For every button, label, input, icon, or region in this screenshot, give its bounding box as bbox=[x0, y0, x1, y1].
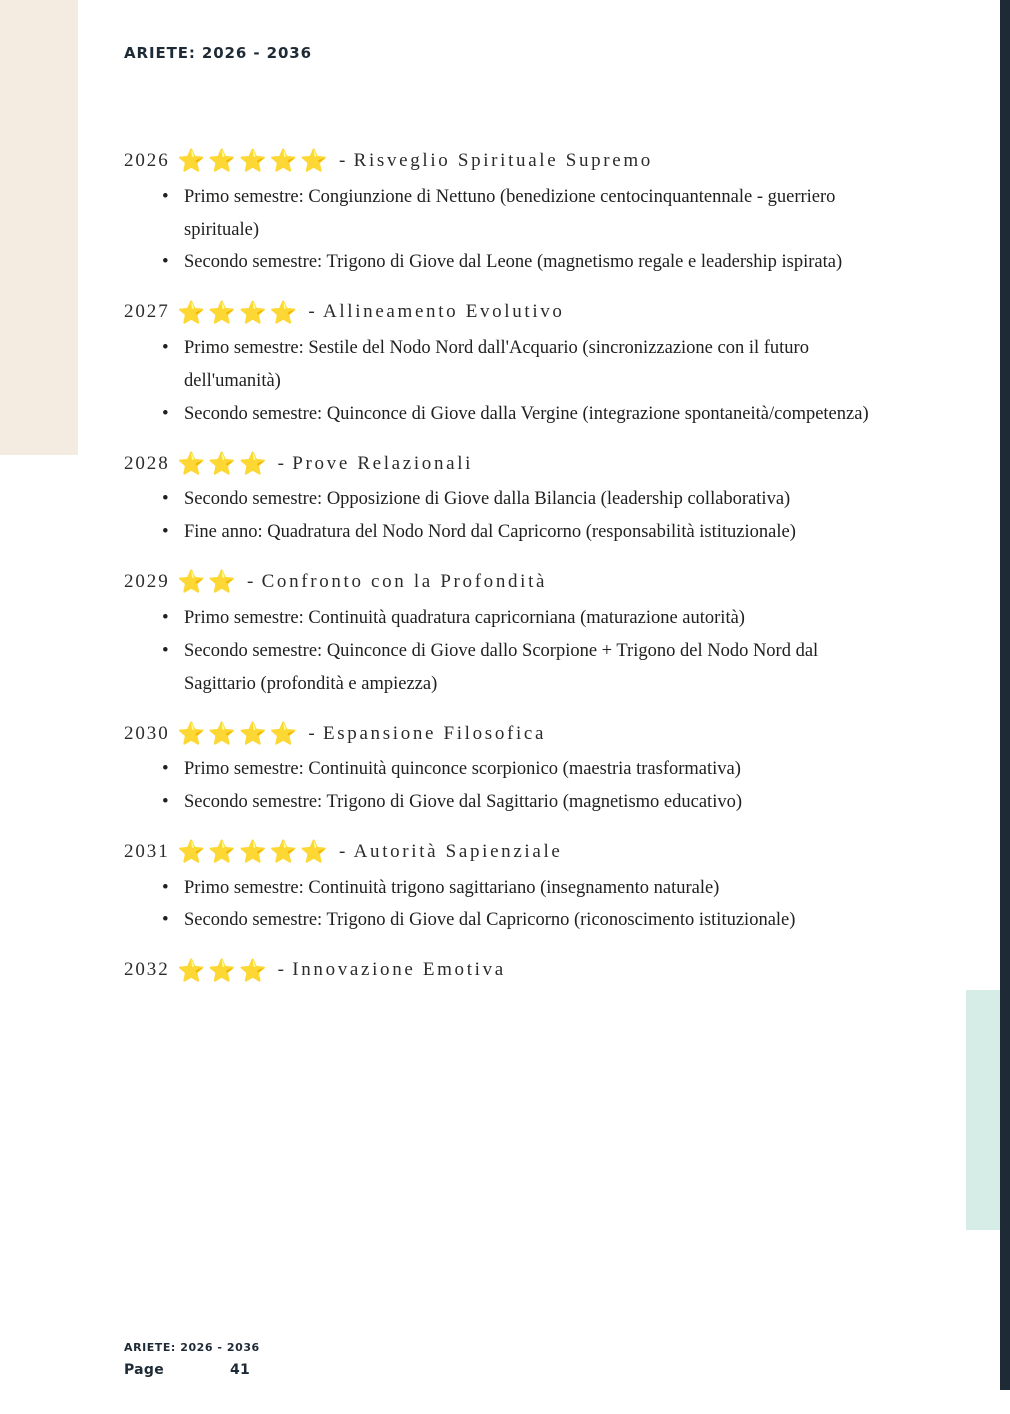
star-icon: ⭐ bbox=[208, 839, 238, 865]
year-heading bbox=[124, 451, 884, 478]
star-icon: ⭐ bbox=[238, 451, 269, 477]
list-item: • Secondo semestre: Quinconce di Giove dallo Scorpione + Trigono del Nodo Nord dal Sagittario (profondità e ampiezza) bbox=[158, 635, 884, 701]
star-icon: ⭐ bbox=[208, 299, 238, 325]
heading-dash: - bbox=[308, 301, 317, 323]
list-item: • Secondo semestre: Quinconce di Giove dalla Vergine (integrazione spontaneità/competenza) bbox=[158, 398, 884, 431]
star-icon: ⭐ bbox=[208, 148, 238, 174]
heading-dash: - bbox=[246, 571, 256, 593]
year-number: 2032 bbox=[124, 959, 170, 981]
footer-running-title: ARIETE: 2026 - 2036 bbox=[124, 1341, 260, 1354]
star-icon: ⭐ bbox=[269, 299, 300, 325]
list-item: • Primo semestre: Continuità quadratura capricorniana (maturazione autorità) bbox=[158, 602, 884, 635]
heading-dash: - bbox=[277, 959, 287, 981]
year-number: 2027 bbox=[124, 301, 170, 323]
list-item: • Fine anno: Quadratura del Nodo Nord dal Capricorno (responsabilità istituzionale) bbox=[158, 516, 884, 549]
year-heading bbox=[124, 569, 884, 596]
year-heading bbox=[124, 839, 884, 866]
year-block bbox=[124, 957, 884, 984]
bullet-list bbox=[124, 181, 884, 280]
star-icon: ⭐ bbox=[269, 720, 300, 746]
list-item: • Primo semestre: Sestile del Nodo Nord dall'Acquario (sincronizzazione con il futuro dell'umanità) bbox=[158, 332, 884, 398]
year-heading bbox=[124, 299, 884, 326]
year-number: 2029 bbox=[124, 571, 170, 593]
bullet-list bbox=[124, 753, 884, 819]
star-icon: ⭐ bbox=[300, 148, 331, 174]
footer-page-number: 41 bbox=[230, 1362, 251, 1378]
year-label: Allineamento Evolutivo bbox=[322, 301, 565, 323]
star-icon: ⭐ bbox=[238, 299, 269, 325]
star-icon: ⭐ bbox=[177, 299, 208, 325]
year-label: Espansione Filosofica bbox=[322, 722, 547, 744]
star-icon: ⭐ bbox=[269, 839, 300, 865]
star-icon: ⭐ bbox=[177, 451, 208, 477]
year-label: Autorità Sapienziale bbox=[353, 840, 563, 862]
year-block bbox=[124, 299, 884, 430]
bullet-list bbox=[124, 872, 884, 938]
page-content bbox=[124, 44, 884, 990]
rating-stars bbox=[177, 299, 301, 325]
list-item: • Primo semestre: Continuità quinconce scorpionico (maestria trasformativa) bbox=[158, 753, 884, 786]
bullet-list bbox=[124, 483, 884, 549]
year-block bbox=[124, 451, 884, 549]
year-heading bbox=[124, 148, 884, 175]
star-icon: ⭐ bbox=[177, 839, 208, 865]
list-item: • Secondo semestre: Opposizione di Giove dalla Bilancia (leadership collaborativa) bbox=[158, 483, 884, 516]
page-footer bbox=[124, 1341, 884, 1378]
year-label: Prove Relazionali bbox=[292, 452, 474, 474]
year-label: Risveglio Spirituale Supremo bbox=[353, 150, 653, 171]
rating-stars bbox=[178, 150, 331, 172]
bullet-list bbox=[124, 332, 884, 431]
year-number: 2030 bbox=[124, 722, 170, 744]
star-icon: ⭐ bbox=[238, 148, 269, 174]
star-icon: ⭐ bbox=[208, 957, 238, 983]
year-heading bbox=[124, 957, 884, 984]
rating-stars bbox=[177, 720, 301, 746]
list-item: • Primo semestre: Congiunzione di Nettuno (benedizione centocinquantennale - guerriero spirituale) bbox=[158, 181, 884, 247]
decorative-right-mint-bar bbox=[966, 990, 1000, 1230]
rating-stars bbox=[178, 841, 331, 863]
year-heading bbox=[124, 721, 884, 748]
decorative-left-beige-band bbox=[0, 0, 78, 455]
star-icon: ⭐ bbox=[208, 720, 238, 746]
heading-dash: - bbox=[277, 452, 287, 474]
rating-stars bbox=[177, 957, 270, 983]
year-block bbox=[124, 839, 884, 937]
star-icon: ⭐ bbox=[300, 839, 331, 865]
star-icon: ⭐ bbox=[238, 839, 269, 865]
timeline-entries bbox=[124, 148, 884, 984]
rating-stars bbox=[178, 453, 270, 475]
year-number: 2031 bbox=[124, 840, 170, 862]
star-icon: ⭐ bbox=[238, 720, 269, 746]
list-item: • Secondo semestre: Trigono di Giove dal Leone (magnetismo regale e leadership ispirata) bbox=[158, 246, 884, 279]
year-block bbox=[124, 569, 884, 700]
list-item: • Primo semestre: Continuità trigono sagittariano (insegnamento naturale) bbox=[158, 872, 884, 905]
star-icon: ⭐ bbox=[269, 148, 300, 174]
page-title: ARIETE: 2026 - 2036 bbox=[124, 44, 312, 62]
star-icon: ⭐ bbox=[208, 569, 238, 595]
year-label: Innovazione Emotiva bbox=[292, 959, 506, 981]
rating-stars bbox=[178, 571, 239, 593]
year-label: Confronto con la Profondità bbox=[261, 571, 548, 593]
star-icon: ⭐ bbox=[177, 148, 208, 174]
star-icon: ⭐ bbox=[238, 957, 269, 983]
heading-dash: - bbox=[308, 722, 317, 744]
bullet-list bbox=[124, 602, 884, 701]
heading-dash: - bbox=[339, 150, 348, 171]
star-icon: ⭐ bbox=[177, 957, 208, 983]
list-item: • Secondo semestre: Trigono di Giove dal Capricorno (riconoscimento istituzionale) bbox=[158, 904, 884, 937]
year-number: 2026 bbox=[124, 150, 170, 171]
footer-page-row bbox=[124, 1362, 884, 1378]
decorative-bottom-margin bbox=[0, 1390, 1010, 1414]
year-block bbox=[124, 148, 884, 279]
footer-page-label: Page bbox=[124, 1362, 164, 1378]
list-item: • Secondo semestre: Trigono di Giove dal Sagittario (magnetismo educativo) bbox=[158, 786, 884, 819]
heading-dash: - bbox=[339, 840, 348, 862]
decorative-right-dark-bar bbox=[1000, 0, 1010, 1390]
year-number: 2028 bbox=[124, 452, 170, 474]
star-icon: ⭐ bbox=[208, 451, 238, 477]
year-block bbox=[124, 721, 884, 819]
star-icon: ⭐ bbox=[177, 569, 208, 595]
star-icon: ⭐ bbox=[177, 720, 208, 746]
